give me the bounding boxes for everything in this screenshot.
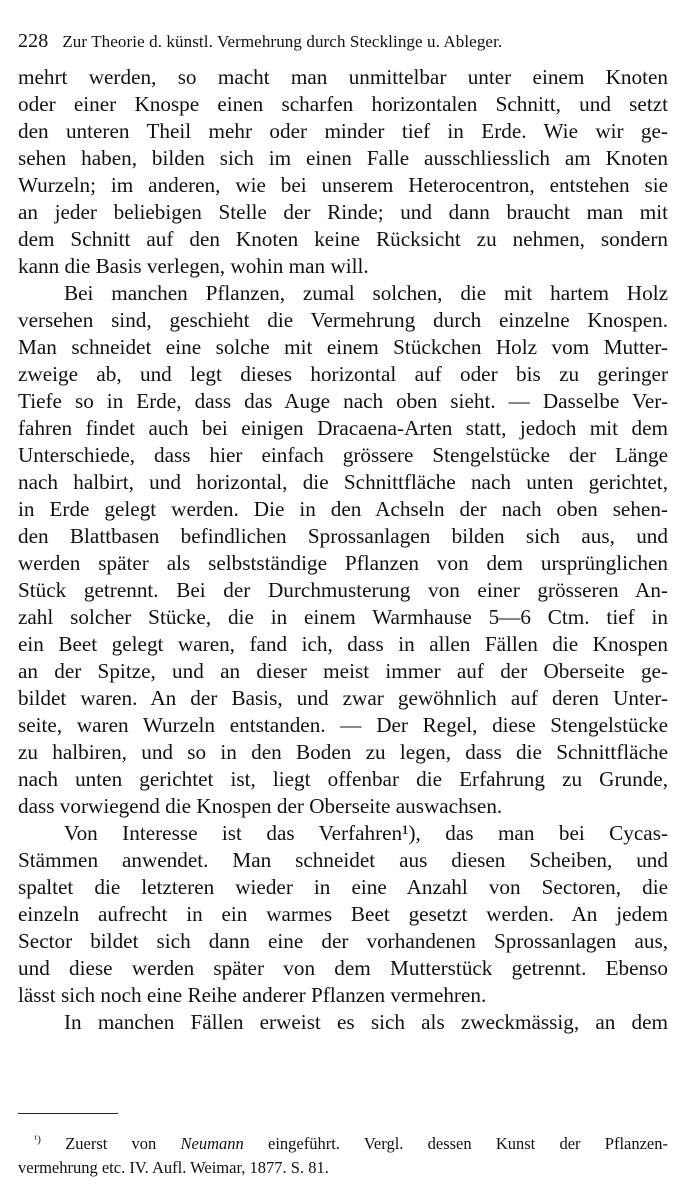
text-line: Bei manchen Pflanzen, zumal solchen, die mit hartem Holz xyxy=(64,281,668,305)
text-line: den unteren Theil mehr oder minder tief in Erde. Wie wir ge- xyxy=(18,119,668,143)
text-line: zahl solcher Stücke, die in einem Warmhause 5—6 Ctm. tief in xyxy=(18,605,668,629)
text-line: Tiefe so in Erde, dass das Auge nach oben sieht. — Dasselbe Ver- xyxy=(18,389,668,413)
text-line: Stück getrennt. Bei der Durchmusterung von einer grösseren An- xyxy=(18,578,668,602)
text-line: versehen sind, geschieht die Vermehrung durch einzelne Knospen. xyxy=(18,308,668,332)
footnote-text: eingeführt. Vergl. dessen Kunst der Pflanzen- xyxy=(243,1134,668,1153)
text-line: Man schneidet eine solche mit einem Stückchen Holz vom Mutter- xyxy=(18,335,668,359)
text-line: an der Spitze, und an dieser meist immer auf der Oberseite ge- xyxy=(18,659,668,683)
text-line: in Erde gelegt werden. Die in den Achseln der nach oben sehen- xyxy=(18,497,668,521)
text-line: Sector bildet sich dann eine der vorhandenen Sprossanlagen aus, xyxy=(18,929,668,953)
footnote-line: vermehrung etc. IV. Aufl. Weimar, 1877. S. 81. xyxy=(18,1158,329,1177)
body-text xyxy=(18,64,668,1036)
text-line: an jeder beliebigen Stelle der Rinde; und dann braucht man mit xyxy=(18,200,668,224)
footnote-text: Zuerst von xyxy=(65,1134,181,1153)
text-line: ein Beet gelegt waren, fand ich, dass in allen Fällen die Knospen xyxy=(18,632,668,656)
footnote-author: Neumann xyxy=(180,1134,244,1153)
text-line: Wurzeln; im anderen, wie bei unserem Heterocentron, entstehen sie xyxy=(18,173,668,197)
running-head xyxy=(18,30,668,60)
text-line: In manchen Fällen erweist es sich als zweckmässig, an dem xyxy=(64,1010,668,1034)
text-line: fahren findet auch bei einigen Dracaena-Arten statt, jedoch mit dem xyxy=(18,416,668,440)
footnote-line xyxy=(18,1132,668,1156)
page-number: 228 xyxy=(18,30,49,52)
text-line: zu halbiren, und so in den Boden zu legen, dass die Schnittfläche xyxy=(18,740,668,764)
text-line: spaltet die letzteren wieder in eine Anzahl von Sectoren, die xyxy=(18,875,668,899)
text-line: Von Interesse ist das Verfahren¹), das man bei Cycas- xyxy=(64,821,668,845)
text-line: werden später als selbstständige Pflanzen von dem ursprünglichen xyxy=(18,551,668,575)
text-line: dem Schnitt auf den Knoten keine Rücksicht zu nehmen, sondern xyxy=(18,227,668,251)
text-line: seite, waren Wurzeln entstanden. — Der Regel, diese Stengelstücke xyxy=(18,713,668,737)
text-line: oder einer Knospe einen scharfen horizontalen Schnitt, und setzt xyxy=(18,92,668,116)
text-line: zweige ab, und legt dieses horizontal auf oder bis zu geringer xyxy=(18,362,668,386)
book-page xyxy=(18,30,668,1036)
footnotes xyxy=(18,1132,668,1180)
text-line: einzeln aufrecht in ein warmes Beet gesetzt werden. An jedem xyxy=(18,902,668,926)
footnote-rule xyxy=(18,1113,118,1114)
text-line: lässt sich noch eine Reihe anderer Pflanzen vermehren. xyxy=(18,983,487,1007)
running-title: Zur Theorie d. künstl. Vermehrung durch Stecklinge u. Ableger. xyxy=(62,32,503,51)
text-line: dass vorwiegend die Knospen der Oberseite auswachsen. xyxy=(18,794,503,818)
footnote-mark: ¹) xyxy=(34,1133,41,1146)
text-line: nach unten gerichtet ist, liegt offenbar die Erfahrung zu Grunde, xyxy=(18,767,668,791)
text-line: nach halbirt, und horizontal, die Schnittfläche nach unten gerichtet, xyxy=(18,470,668,494)
text-line: den Blattbasen befindlichen Sprossanlagen bilden sich aus, und xyxy=(18,524,668,548)
text-line: bildet waren. An der Basis, und zwar gewöhnlich auf deren Unter- xyxy=(18,686,668,710)
text-line: und diese werden später von dem Mutterstück getrennt. Ebenso xyxy=(18,956,668,980)
text-line: kann die Basis verlegen, wohin man will. xyxy=(18,254,369,278)
text-line: mehrt werden, so macht man unmittelbar unter einem Knoten xyxy=(18,65,668,89)
text-line: sehen haben, bilden sich im einen Falle ausschliesslich am Knoten xyxy=(18,146,668,170)
text-line: Stämmen anwendet. Man schneidet aus diesen Scheiben, und xyxy=(18,848,668,872)
text-line: Unterschiede, dass hier einfach grössere Stengelstücke der Länge xyxy=(18,443,668,467)
